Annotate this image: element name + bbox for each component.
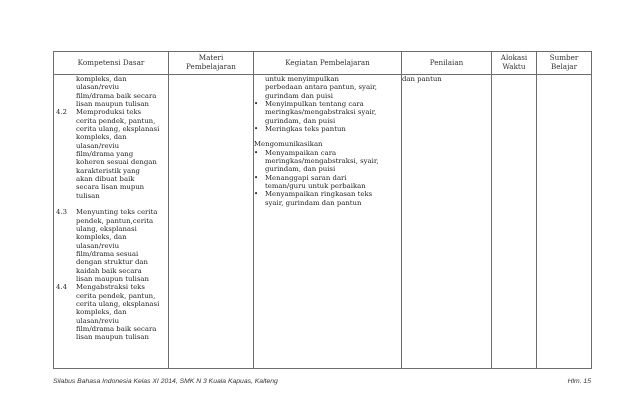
page-footer — [53, 378, 591, 385]
footer-page-number: Hlm. 15 — [567, 378, 591, 385]
mengomunikasikan-heading: Mengomunikasikan — [254, 140, 323, 149]
kompetensi-item-4-4: 4.4 Mengabstraksi teks cerita pendek, pantun, cerita ulang, eksplanasi kompleks, dan ulasan/reviu film/drama baik secara lisan maupun tulisan — [56, 283, 160, 342]
table-header-row — [54, 52, 592, 75]
table-row — [54, 75, 592, 369]
header-penilaian: Penilaian — [402, 52, 492, 75]
kompetensi-item-4-2: 4.2 Memproduksi teks cerita pendek, pantun, cerita ulang, eksplanasi kompleks, dan ulasan/reviu film/drama yang koheren sesuai dengan karakteristik yang akan dibuat baik secara lisan mupun tulisan — [56, 108, 160, 200]
list-item: • Menyampaikan cara meringkas/mengabstraksi, syair, gurindam, dan puisi — [254, 148, 379, 174]
kompetensi-dasar-cell — [54, 75, 169, 369]
list-item: • Menyampaikan ringkasan teks syair, gurindam dan pantun — [254, 190, 373, 207]
header-materi-pembelajaran: Materi Pembelajaran — [169, 52, 254, 75]
kegiatan-pembelajaran-cell — [254, 75, 402, 369]
kegiatan-bullet-list-2 — [254, 149, 401, 207]
bullet-icon: • — [254, 190, 259, 199]
bullet-icon: • — [254, 148, 259, 157]
header-kompetensi-dasar: Kompetensi Dasar — [54, 52, 169, 75]
alokasi-waktu-cell — [492, 75, 537, 369]
list-item: • Menanggapi saran dari teman/guru untuk perbaikan — [254, 173, 366, 191]
bullet-icon: • — [254, 125, 259, 134]
list-item: • Meringkas teks pantun — [254, 125, 346, 134]
kompetensi-item-4-3: 4.3 Menyunting teks cerita pendek, pantun,cerita ulang, eksplanasi kompleks, dan ulasan/reviu film/drama sesuai dengan struktur dan kaidah baik secara lisan maupun tulisan — [56, 208, 158, 283]
list-item: • Menyimpulkan tentang cara meringkas/mengabstraksi syair, gurindam, dan puisi — [254, 100, 377, 125]
kegiatan-bullet-list-1 — [254, 100, 401, 133]
header-kegiatan-pembelajaran: Kegiatan Pembelajaran — [254, 52, 402, 75]
header-sumber-belajar: Sumber Belajar — [537, 52, 592, 75]
footer-document-title: Silabus Bahasa Indonesia Kelas XI 2014, SMK N 3 Kuala Kapuas, Kalteng — [53, 378, 278, 385]
penilaian-text: dan pantun — [402, 75, 442, 83]
kegiatan-continuation: untuk menyimpulkan perbedaan antara pantun, syair, gurindam dan puisi — [265, 75, 377, 100]
bullet-icon: • — [254, 173, 259, 182]
materi-pembelajaran-cell — [169, 75, 254, 369]
penilaian-cell — [402, 75, 492, 369]
header-alokasi-waktu: Alokasi Waktu — [492, 52, 537, 75]
bullet-icon: • — [254, 100, 259, 109]
syllabus-table — [53, 51, 592, 369]
sumber-belajar-cell — [537, 75, 592, 369]
kompetensi-continuation: kompleks, dan ulasan/reviu film/drama baik secara lisan maupun tulisan — [76, 75, 157, 109]
